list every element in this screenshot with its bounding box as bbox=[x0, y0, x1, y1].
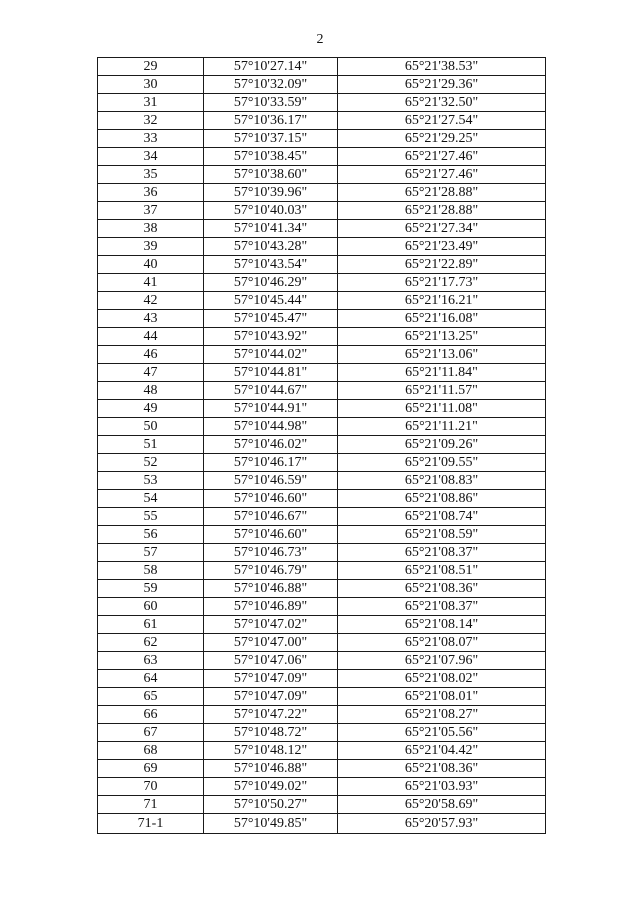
point-number-cell: 59 bbox=[98, 580, 204, 598]
latitude-cell: 57°10'46.59" bbox=[204, 472, 338, 490]
latitude-cell: 57°10'43.28" bbox=[204, 238, 338, 256]
table-row bbox=[98, 778, 546, 796]
table-row bbox=[98, 562, 546, 580]
longitude-cell: 65°21'11.57" bbox=[338, 382, 546, 400]
coordinates-table bbox=[97, 57, 546, 834]
latitude-cell: 57°10'46.17" bbox=[204, 454, 338, 472]
latitude-cell: 57°10'47.06" bbox=[204, 652, 338, 670]
table-row bbox=[98, 58, 546, 76]
latitude-cell: 57°10'50.27" bbox=[204, 796, 338, 814]
longitude-cell: 65°21'08.51" bbox=[338, 562, 546, 580]
point-number-cell: 37 bbox=[98, 202, 204, 220]
latitude-cell: 57°10'46.88" bbox=[204, 580, 338, 598]
table-row bbox=[98, 814, 546, 834]
table-row bbox=[98, 148, 546, 166]
table-row bbox=[98, 580, 546, 598]
table-row bbox=[98, 472, 546, 490]
longitude-cell: 65°21'38.53" bbox=[338, 58, 546, 76]
longitude-cell: 65°20'58.69" bbox=[338, 796, 546, 814]
longitude-cell: 65°21'08.59" bbox=[338, 526, 546, 544]
longitude-cell: 65°21'05.56" bbox=[338, 724, 546, 742]
longitude-cell: 65°21'09.55" bbox=[338, 454, 546, 472]
table-row bbox=[98, 94, 546, 112]
table-row bbox=[98, 616, 546, 634]
latitude-cell: 57°10'47.02" bbox=[204, 616, 338, 634]
table-row bbox=[98, 706, 546, 724]
longitude-cell: 65°21'13.25" bbox=[338, 328, 546, 346]
table-row bbox=[98, 490, 546, 508]
latitude-cell: 57°10'38.45" bbox=[204, 148, 338, 166]
table-row bbox=[98, 634, 546, 652]
longitude-cell: 65°21'32.50" bbox=[338, 94, 546, 112]
point-number-cell: 40 bbox=[98, 256, 204, 274]
longitude-cell: 65°21'03.93" bbox=[338, 778, 546, 796]
table-row bbox=[98, 310, 546, 328]
longitude-cell: 65°21'08.86" bbox=[338, 490, 546, 508]
latitude-cell: 57°10'46.88" bbox=[204, 760, 338, 778]
latitude-cell: 57°10'33.59" bbox=[204, 94, 338, 112]
page-number: 2 bbox=[316, 32, 324, 47]
table-row bbox=[98, 508, 546, 526]
longitude-cell: 65°21'16.08" bbox=[338, 310, 546, 328]
point-number-cell: 60 bbox=[98, 598, 204, 616]
latitude-cell: 57°10'27.14" bbox=[204, 58, 338, 76]
latitude-cell: 57°10'32.09" bbox=[204, 76, 338, 94]
latitude-cell: 57°10'46.29" bbox=[204, 274, 338, 292]
longitude-cell: 65°21'17.73" bbox=[338, 274, 546, 292]
longitude-cell: 65°21'07.96" bbox=[338, 652, 546, 670]
table-row bbox=[98, 328, 546, 346]
longitude-cell: 65°21'29.36" bbox=[338, 76, 546, 94]
point-number-cell: 63 bbox=[98, 652, 204, 670]
point-number-cell: 65 bbox=[98, 688, 204, 706]
longitude-cell: 65°21'11.08" bbox=[338, 400, 546, 418]
point-number-cell: 54 bbox=[98, 490, 204, 508]
point-number-cell: 47 bbox=[98, 364, 204, 382]
table-row bbox=[98, 166, 546, 184]
longitude-cell: 65°21'29.25" bbox=[338, 130, 546, 148]
table-row bbox=[98, 742, 546, 760]
latitude-cell: 57°10'44.91" bbox=[204, 400, 338, 418]
longitude-cell: 65°21'28.88" bbox=[338, 202, 546, 220]
latitude-cell: 57°10'46.60" bbox=[204, 526, 338, 544]
table-row bbox=[98, 292, 546, 310]
point-number-cell: 69 bbox=[98, 760, 204, 778]
longitude-cell: 65°21'16.21" bbox=[338, 292, 546, 310]
longitude-cell: 65°21'08.36" bbox=[338, 580, 546, 598]
point-number-cell: 67 bbox=[98, 724, 204, 742]
longitude-cell: 65°21'27.54" bbox=[338, 112, 546, 130]
latitude-cell: 57°10'36.17" bbox=[204, 112, 338, 130]
point-number-cell: 66 bbox=[98, 706, 204, 724]
coordinates-table-body bbox=[98, 58, 546, 834]
table-row bbox=[98, 382, 546, 400]
point-number-cell: 62 bbox=[98, 634, 204, 652]
table-row bbox=[98, 796, 546, 814]
point-number-cell: 34 bbox=[98, 148, 204, 166]
table-row bbox=[98, 220, 546, 238]
point-number-cell: 30 bbox=[98, 76, 204, 94]
latitude-cell: 57°10'45.47" bbox=[204, 310, 338, 328]
latitude-cell: 57°10'46.67" bbox=[204, 508, 338, 526]
point-number-cell: 42 bbox=[98, 292, 204, 310]
table-row bbox=[98, 598, 546, 616]
point-number-cell: 58 bbox=[98, 562, 204, 580]
latitude-cell: 57°10'49.85" bbox=[204, 814, 338, 834]
longitude-cell: 65°21'08.02" bbox=[338, 670, 546, 688]
table-row bbox=[98, 364, 546, 382]
longitude-cell: 65°20'57.93" bbox=[338, 814, 546, 834]
point-number-cell: 71 bbox=[98, 796, 204, 814]
longitude-cell: 65°21'11.84" bbox=[338, 364, 546, 382]
table-row bbox=[98, 418, 546, 436]
latitude-cell: 57°10'38.60" bbox=[204, 166, 338, 184]
longitude-cell: 65°21'11.21" bbox=[338, 418, 546, 436]
longitude-cell: 65°21'08.14" bbox=[338, 616, 546, 634]
latitude-cell: 57°10'47.09" bbox=[204, 670, 338, 688]
latitude-cell: 57°10'43.54" bbox=[204, 256, 338, 274]
table-row bbox=[98, 760, 546, 778]
latitude-cell: 57°10'47.00" bbox=[204, 634, 338, 652]
table-row bbox=[98, 238, 546, 256]
table-row bbox=[98, 274, 546, 292]
point-number-cell: 38 bbox=[98, 220, 204, 238]
latitude-cell: 57°10'44.98" bbox=[204, 418, 338, 436]
point-number-cell: 39 bbox=[98, 238, 204, 256]
table-row bbox=[98, 256, 546, 274]
longitude-cell: 65°21'27.46" bbox=[338, 148, 546, 166]
point-number-cell: 51 bbox=[98, 436, 204, 454]
point-number-cell: 68 bbox=[98, 742, 204, 760]
point-number-cell: 71-1 bbox=[98, 814, 204, 834]
latitude-cell: 57°10'44.02" bbox=[204, 346, 338, 364]
point-number-cell: 31 bbox=[98, 94, 204, 112]
point-number-cell: 32 bbox=[98, 112, 204, 130]
point-number-cell: 41 bbox=[98, 274, 204, 292]
table-row bbox=[98, 544, 546, 562]
table-row bbox=[98, 526, 546, 544]
table-row bbox=[98, 670, 546, 688]
point-number-cell: 56 bbox=[98, 526, 204, 544]
table-row bbox=[98, 76, 546, 94]
point-number-cell: 33 bbox=[98, 130, 204, 148]
latitude-cell: 57°10'44.67" bbox=[204, 382, 338, 400]
latitude-cell: 57°10'41.34" bbox=[204, 220, 338, 238]
longitude-cell: 65°21'27.34" bbox=[338, 220, 546, 238]
longitude-cell: 65°21'28.88" bbox=[338, 184, 546, 202]
latitude-cell: 57°10'49.02" bbox=[204, 778, 338, 796]
latitude-cell: 57°10'44.81" bbox=[204, 364, 338, 382]
point-number-cell: 53 bbox=[98, 472, 204, 490]
longitude-cell: 65°21'27.46" bbox=[338, 166, 546, 184]
latitude-cell: 57°10'47.09" bbox=[204, 688, 338, 706]
table-row bbox=[98, 112, 546, 130]
longitude-cell: 65°21'08.83" bbox=[338, 472, 546, 490]
latitude-cell: 57°10'45.44" bbox=[204, 292, 338, 310]
latitude-cell: 57°10'43.92" bbox=[204, 328, 338, 346]
point-number-cell: 43 bbox=[98, 310, 204, 328]
longitude-cell: 65°21'09.26" bbox=[338, 436, 546, 454]
longitude-cell: 65°21'08.37" bbox=[338, 544, 546, 562]
table-row bbox=[98, 652, 546, 670]
latitude-cell: 57°10'47.22" bbox=[204, 706, 338, 724]
longitude-cell: 65°21'08.37" bbox=[338, 598, 546, 616]
latitude-cell: 57°10'39.96" bbox=[204, 184, 338, 202]
table-row bbox=[98, 346, 546, 364]
latitude-cell: 57°10'46.79" bbox=[204, 562, 338, 580]
latitude-cell: 57°10'40.03" bbox=[204, 202, 338, 220]
point-number-cell: 35 bbox=[98, 166, 204, 184]
point-number-cell: 36 bbox=[98, 184, 204, 202]
point-number-cell: 46 bbox=[98, 346, 204, 364]
latitude-cell: 57°10'46.02" bbox=[204, 436, 338, 454]
table-row bbox=[98, 454, 546, 472]
latitude-cell: 57°10'37.15" bbox=[204, 130, 338, 148]
latitude-cell: 57°10'46.89" bbox=[204, 598, 338, 616]
point-number-cell: 44 bbox=[98, 328, 204, 346]
longitude-cell: 65°21'08.74" bbox=[338, 508, 546, 526]
point-number-cell: 64 bbox=[98, 670, 204, 688]
table-row bbox=[98, 400, 546, 418]
table-row bbox=[98, 130, 546, 148]
longitude-cell: 65°21'08.27" bbox=[338, 706, 546, 724]
longitude-cell: 65°21'22.89" bbox=[338, 256, 546, 274]
longitude-cell: 65°21'08.01" bbox=[338, 688, 546, 706]
longitude-cell: 65°21'13.06" bbox=[338, 346, 546, 364]
point-number-cell: 61 bbox=[98, 616, 204, 634]
latitude-cell: 57°10'46.60" bbox=[204, 490, 338, 508]
point-number-cell: 48 bbox=[98, 382, 204, 400]
table-row bbox=[98, 688, 546, 706]
longitude-cell: 65°21'04.42" bbox=[338, 742, 546, 760]
table-row bbox=[98, 202, 546, 220]
longitude-cell: 65°21'23.49" bbox=[338, 238, 546, 256]
longitude-cell: 65°21'08.07" bbox=[338, 634, 546, 652]
table-row bbox=[98, 724, 546, 742]
point-number-cell: 70 bbox=[98, 778, 204, 796]
table-row bbox=[98, 184, 546, 202]
latitude-cell: 57°10'48.72" bbox=[204, 724, 338, 742]
point-number-cell: 29 bbox=[98, 58, 204, 76]
point-number-cell: 55 bbox=[98, 508, 204, 526]
point-number-cell: 52 bbox=[98, 454, 204, 472]
point-number-cell: 49 bbox=[98, 400, 204, 418]
table-row bbox=[98, 436, 546, 454]
longitude-cell: 65°21'08.36" bbox=[338, 760, 546, 778]
point-number-cell: 57 bbox=[98, 544, 204, 562]
point-number-cell: 50 bbox=[98, 418, 204, 436]
latitude-cell: 57°10'46.73" bbox=[204, 544, 338, 562]
latitude-cell: 57°10'48.12" bbox=[204, 742, 338, 760]
